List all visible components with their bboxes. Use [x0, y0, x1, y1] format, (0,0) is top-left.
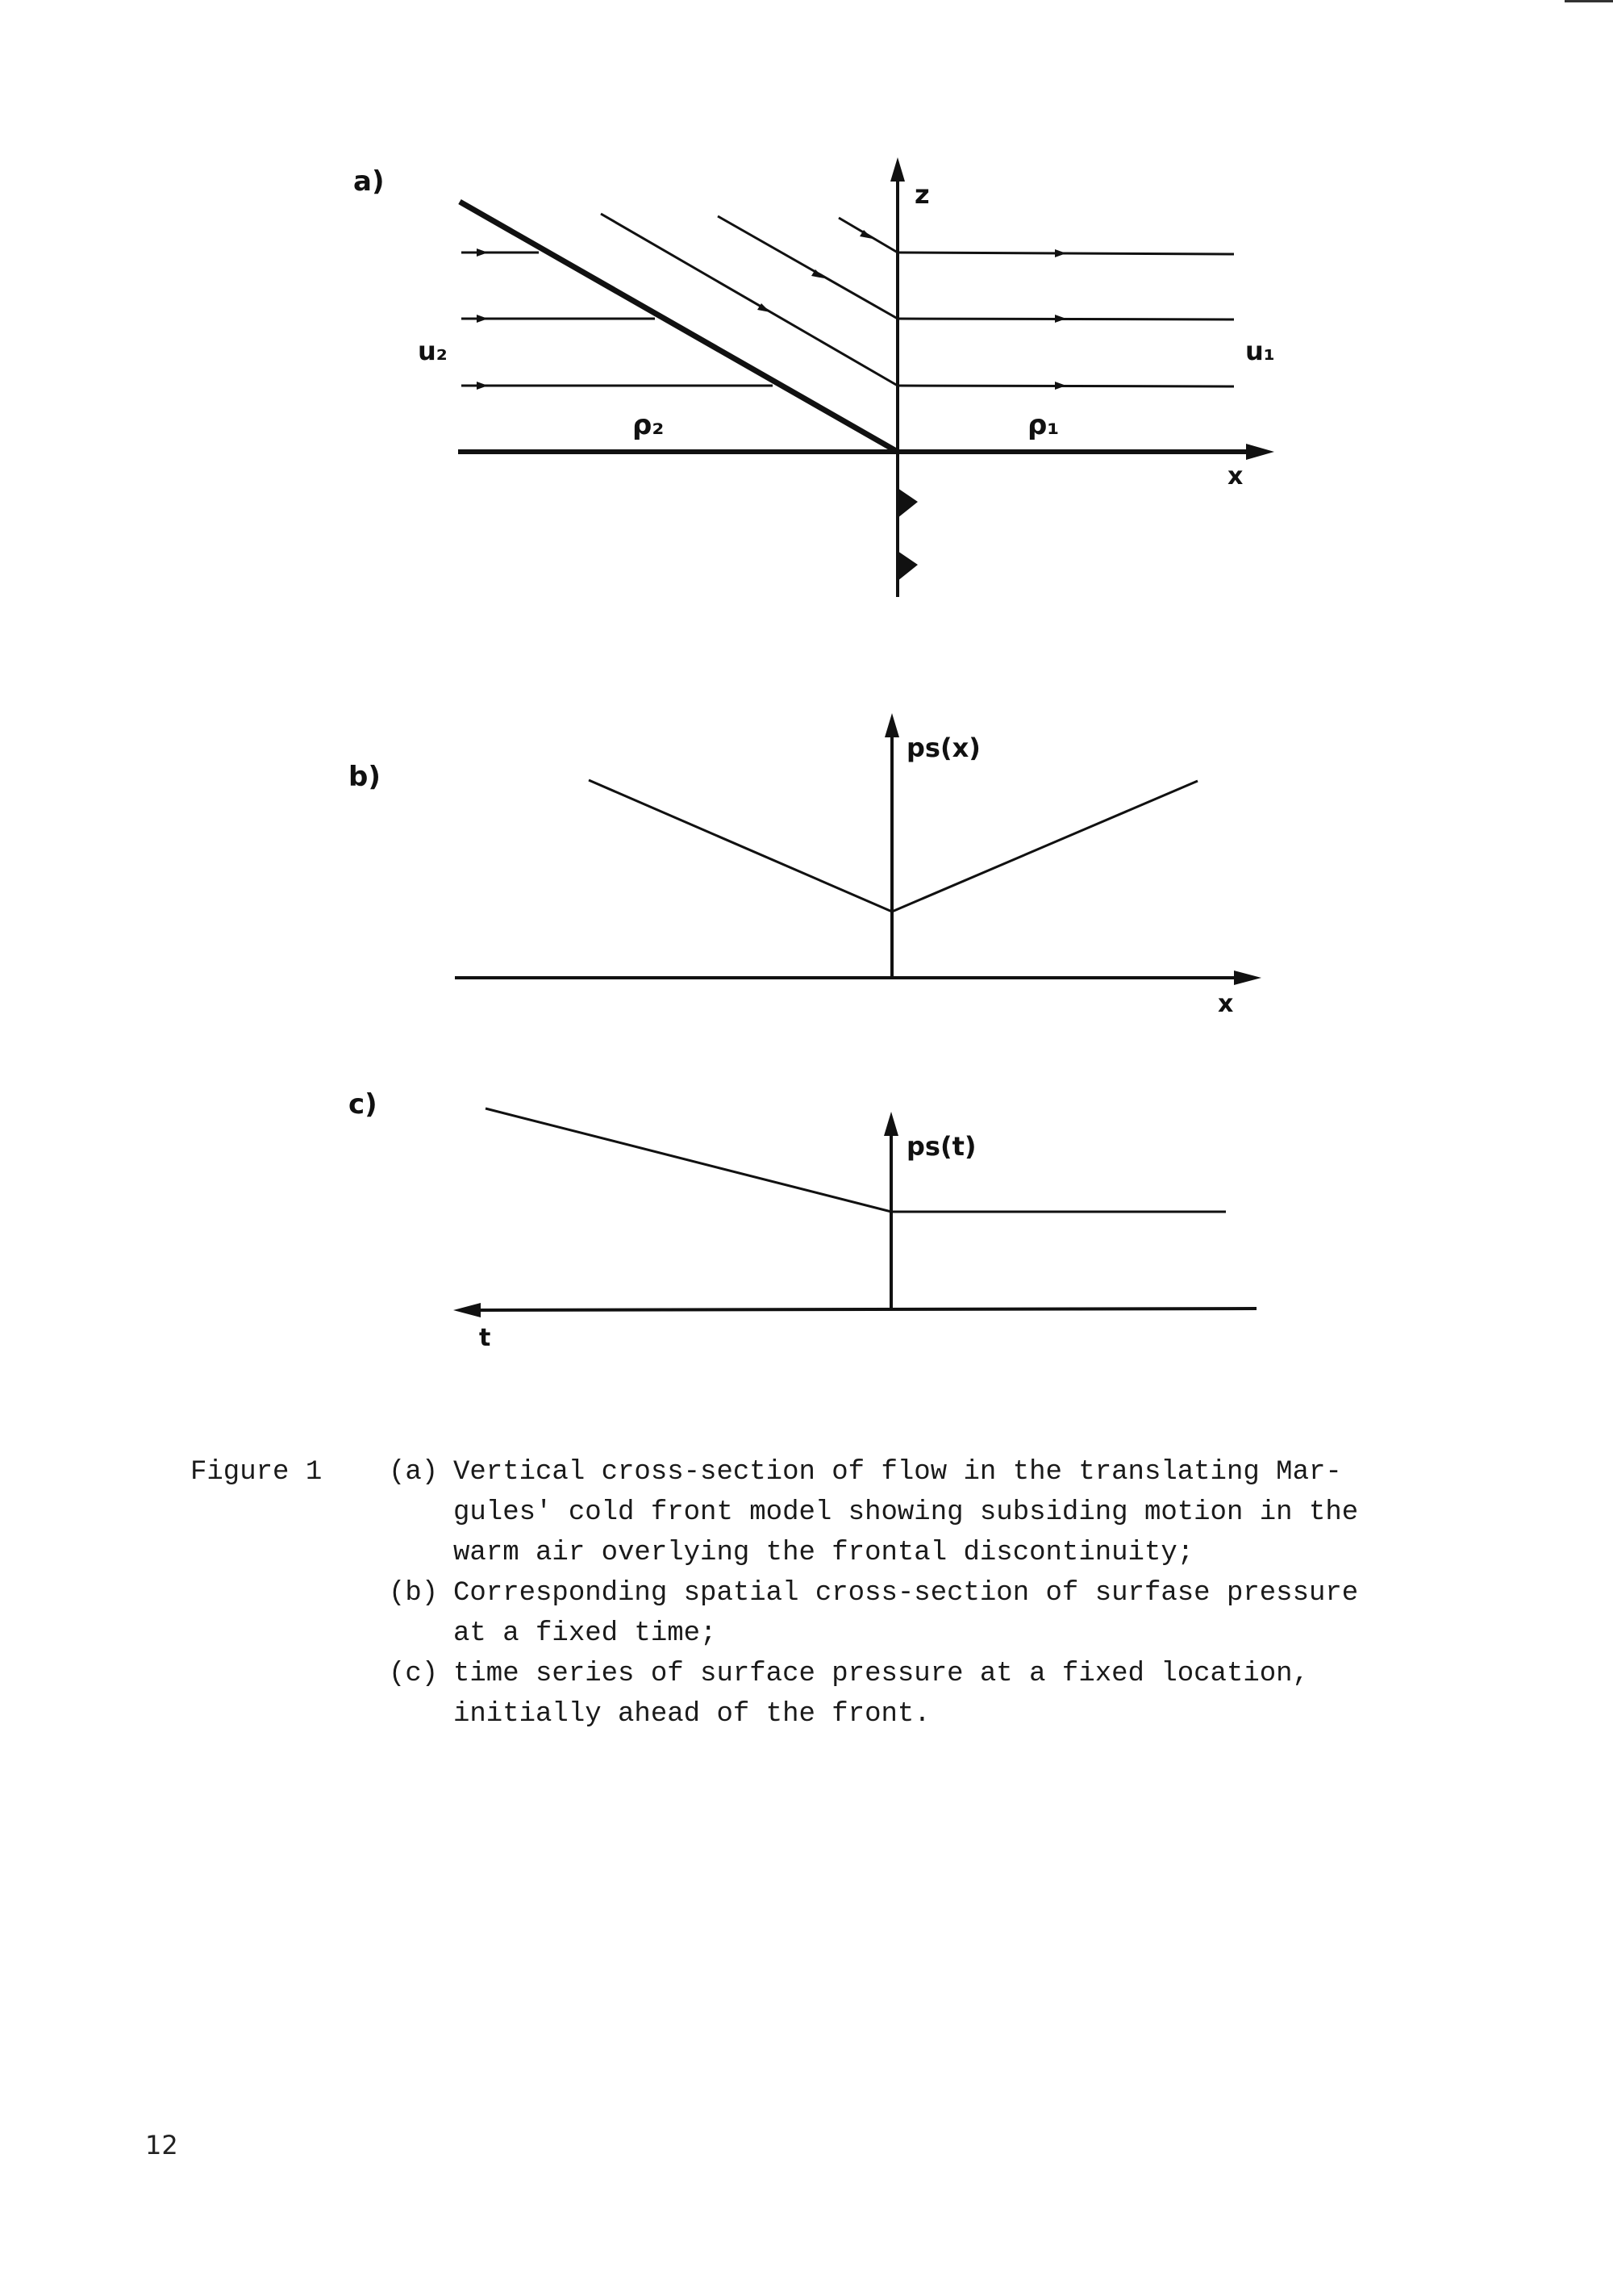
- caption-item-tag: (c): [389, 1659, 439, 1689]
- streamline-slant-1: [601, 214, 898, 386]
- x-axis-label: x: [1227, 462, 1244, 491]
- caption-item-text: Corresponding spatial cross-section of surfase pressure at a fixed time;: [453, 1578, 1359, 1649]
- panel-c-label: c): [348, 1088, 377, 1121]
- ps-x-axis-label: ps(x): [907, 733, 981, 763]
- panel-b-label: b): [348, 761, 381, 793]
- flow-arrow: [1055, 315, 1066, 323]
- figure-label: Figure 1: [190, 1457, 323, 1488]
- flow-arrow: [477, 248, 488, 257]
- cold-front-symbol: [898, 488, 918, 518]
- caption-item-text: Vertical cross-section of flow in the translating Mar- gules' cold front model showing subsiding motion in the warm air overlying the frontal discontinuity;: [453, 1457, 1359, 1568]
- u2-label: u₂: [418, 336, 448, 366]
- t-axis: [471, 1309, 1257, 1310]
- z-axis-arrowhead: [890, 157, 905, 182]
- panel-a-label: a): [353, 165, 385, 198]
- flow-arrow: [477, 382, 488, 390]
- page-number: 12: [145, 2130, 178, 2160]
- x-axis-arrowhead: [1234, 971, 1261, 985]
- flow-arrow: [1055, 249, 1066, 257]
- x-axis-label: x: [1218, 990, 1234, 1018]
- panel-c: [348, 1088, 1257, 1352]
- ps-x-axis-arrowhead: [885, 713, 899, 737]
- rho1-label: ρ₁: [1027, 409, 1060, 441]
- t-axis-arrowhead: [453, 1303, 481, 1317]
- caption-item-tag: (a): [389, 1457, 439, 1488]
- panel-a: [353, 157, 1275, 597]
- pressure-timeseries-line: [486, 1108, 1226, 1212]
- streamline-slant-2: [718, 216, 898, 319]
- cold-front-symbol: [898, 551, 918, 581]
- caption-item-tag: (b): [389, 1578, 439, 1609]
- ps-t-axis-label: ps(t): [907, 1131, 977, 1162]
- caption-item-text: time series of surface pressure at a fixed location, initially ahead of the front.: [453, 1659, 1309, 1730]
- t-axis-label: t: [479, 1324, 491, 1352]
- ps-t-axis-arrowhead: [884, 1112, 898, 1136]
- flow-arrow: [1055, 382, 1066, 390]
- x-axis-arrowhead: [1246, 444, 1274, 460]
- u1-label: u₁: [1245, 336, 1275, 366]
- panel-b: [348, 713, 1261, 1018]
- frontal-surface: [460, 202, 898, 452]
- z-axis-label: z: [915, 179, 930, 210]
- rho2-label: ρ₂: [632, 409, 665, 441]
- flow-arrow: [477, 315, 488, 323]
